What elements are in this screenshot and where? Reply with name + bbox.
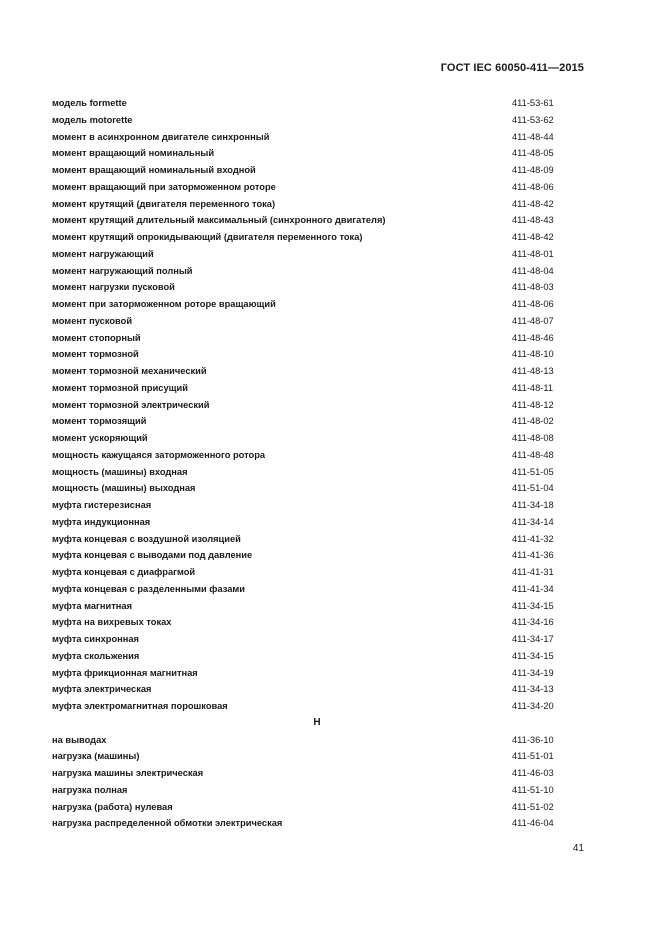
index-entry	[52, 765, 562, 782]
entry-term: момент нагрузки пусковой	[52, 282, 175, 293]
index-entry	[52, 145, 562, 162]
index-entry	[52, 447, 562, 464]
index-entry	[52, 815, 562, 832]
entry-term: нагрузка распределенной обмотки электрическая	[52, 818, 283, 829]
entry-code: 411-48-44	[512, 131, 554, 142]
index-group-n	[52, 732, 562, 833]
entry-code: 411-48-48	[512, 449, 554, 460]
document-header: ГОСТ IEC 60050-411—2015	[440, 62, 584, 74]
entry-code: 411-48-02	[512, 416, 554, 427]
index-entry	[52, 179, 562, 196]
index-entry	[52, 497, 562, 514]
entry-code: 411-48-09	[512, 165, 554, 175]
entry-code: 411-51-10	[512, 784, 554, 795]
entry-term: момент вращающий номинальный	[52, 148, 215, 159]
entry-term: муфта концевая с разделенными фазами	[52, 583, 245, 594]
index-entry	[52, 531, 562, 548]
index-entry	[52, 681, 562, 698]
index-entry	[52, 95, 562, 112]
index-entry	[52, 464, 562, 481]
entry-term: муфта скольжения	[52, 650, 140, 661]
index-entry	[52, 430, 562, 447]
index-entry	[52, 698, 562, 715]
index-entry	[52, 246, 562, 263]
entry-term: нагрузка (машины)	[52, 751, 140, 762]
entry-code: 411-51-01	[512, 751, 554, 762]
entry-code: 411-46-04	[512, 818, 554, 829]
index-entry	[52, 346, 562, 363]
entry-term: момент тормозной	[52, 349, 139, 360]
index-entry	[52, 397, 562, 414]
entry-code: 411-36-10	[512, 734, 554, 745]
entry-term: момент тормозящий	[52, 416, 147, 427]
entry-term: нагрузка полная	[52, 784, 128, 795]
entry-term: момент нагружающий полный	[52, 265, 193, 276]
entry-code: 411-34-20	[512, 701, 554, 711]
entry-term: муфта электрическая	[52, 684, 152, 695]
entry-code: 411-34-14	[512, 516, 554, 527]
index-entry	[52, 782, 562, 799]
entry-term: модель motorette	[52, 114, 133, 125]
entry-code: 411-48-42	[512, 232, 554, 242]
entry-code: 411-48-43	[512, 215, 554, 226]
index-entry	[52, 480, 562, 497]
index-entry	[52, 547, 562, 564]
page-number: 41	[572, 843, 584, 854]
entry-term: момент пусковой	[52, 315, 133, 326]
index-entry	[52, 598, 562, 615]
entry-code: 411-48-13	[512, 366, 554, 376]
entry-term: момент тормозной механический	[52, 366, 207, 376]
entry-code: 411-51-05	[512, 466, 554, 477]
entry-code: 411-34-19	[512, 667, 554, 678]
index-entry	[52, 112, 562, 129]
entry-term: на выводах	[52, 734, 107, 745]
entry-code: 411-53-61	[512, 98, 554, 108]
entry-code: 411-51-04	[512, 483, 554, 494]
entry-term: муфта концевая с воздушной изоляцией	[52, 533, 241, 544]
entry-code: 411-48-08	[512, 433, 554, 443]
entry-term: момент ускоряющий	[52, 433, 148, 443]
index-entry	[52, 313, 562, 330]
entry-term: муфта электромагнитная порошковая	[52, 701, 228, 711]
index-entry	[52, 799, 562, 816]
entry-term: мощность (машины) выходная	[52, 483, 196, 494]
entry-term: муфта гистерезисная	[52, 500, 152, 510]
entry-term: нагрузка (работа) нулевая	[52, 801, 173, 812]
entry-code: 411-41-34	[512, 583, 554, 594]
entry-code: 411-51-02	[512, 801, 554, 812]
entry-term: муфта синхронная	[52, 634, 139, 644]
entry-code: 411-48-03	[512, 282, 554, 293]
index-entry	[52, 648, 562, 665]
index-entry	[52, 330, 562, 347]
index-entry	[52, 614, 562, 631]
entry-code: 411-34-13	[512, 684, 554, 695]
entry-code: 411-48-04	[512, 265, 554, 276]
index-entry	[52, 564, 562, 581]
entry-term: момент вращающий при заторможенном роторе	[52, 181, 276, 192]
entry-code: 411-41-36	[512, 550, 554, 561]
index-entry	[52, 581, 562, 598]
entry-term: момент нагружающий	[52, 248, 154, 259]
index-entry	[52, 296, 562, 313]
entry-code: 411-34-16	[512, 617, 554, 628]
index-entry	[52, 263, 562, 280]
index-entry	[52, 363, 562, 380]
index-entry	[52, 279, 562, 296]
index-entry	[52, 514, 562, 531]
entry-code: 411-53-62	[512, 114, 554, 125]
index-entry	[52, 162, 562, 179]
entry-code: 411-48-11	[512, 382, 554, 393]
entry-term: мощность (машины) входная	[52, 466, 188, 477]
index-entry	[52, 212, 562, 229]
entry-term: момент стопорный	[52, 332, 141, 343]
index-group-m	[52, 95, 562, 715]
entry-code: 411-48-01	[512, 248, 554, 259]
entry-term: момент тормозной электрический	[52, 399, 210, 410]
entry-code: 411-48-10	[512, 349, 554, 360]
entry-term: модель formette	[52, 98, 127, 108]
entry-code: 411-48-06	[512, 181, 554, 192]
entry-code: 411-34-15	[512, 650, 554, 661]
entry-code: 411-48-12	[512, 399, 554, 410]
entry-code: 411-48-06	[512, 299, 554, 309]
entry-code: 411-34-15	[512, 600, 554, 611]
entry-term: момент в асинхронном двигателе синхронный	[52, 131, 270, 142]
index-entry	[52, 129, 562, 146]
entry-term: момент тормозной присущий	[52, 382, 188, 393]
entry-term: муфта фрикционная магнитная	[52, 667, 198, 678]
entry-term: муфта концевая с диафрагмой	[52, 567, 196, 577]
index-entry	[52, 665, 562, 682]
entry-term: муфта на вихревых токах	[52, 617, 172, 628]
entry-code: 411-46-03	[512, 768, 554, 778]
section-letter: Н	[313, 716, 321, 728]
entry-code: 411-48-42	[512, 198, 554, 209]
entry-code: 411-48-46	[512, 332, 554, 343]
entry-term: муфта индукционная	[52, 516, 151, 527]
entry-code: 411-34-18	[512, 500, 554, 510]
index-entry	[52, 748, 562, 765]
entry-code: 411-34-17	[512, 634, 554, 644]
entry-term: момент вращающий номинальный входной	[52, 165, 256, 175]
index-entry	[52, 413, 562, 430]
entry-term: момент крутящий опрокидывающий (двигателя переменного тока)	[52, 232, 363, 242]
entry-term: мощность кажущаяся заторможенного ротора	[52, 449, 266, 460]
entry-term: момент при заторможенном роторе вращающий	[52, 299, 276, 309]
index-list	[52, 95, 562, 832]
entry-code: 411-48-05	[512, 148, 554, 159]
index-entry	[52, 196, 562, 213]
entry-term: муфта концевая с выводами под давление	[52, 550, 253, 561]
entry-term: момент крутящий длительный максимальный (синхронного двигателя)	[52, 215, 386, 226]
entry-term: муфта магнитная	[52, 600, 133, 611]
entry-code: 411-41-31	[512, 567, 554, 577]
entry-term: нагрузка машины электрическая	[52, 768, 204, 778]
index-entry	[52, 229, 562, 246]
index-entry	[52, 380, 562, 397]
entry-code: 411-48-07	[512, 315, 554, 326]
index-entry	[52, 631, 562, 648]
entry-term: момент крутящий (двигателя переменного тока)	[52, 198, 276, 209]
index-entry	[52, 732, 562, 749]
entry-code: 411-41-32	[512, 533, 554, 544]
